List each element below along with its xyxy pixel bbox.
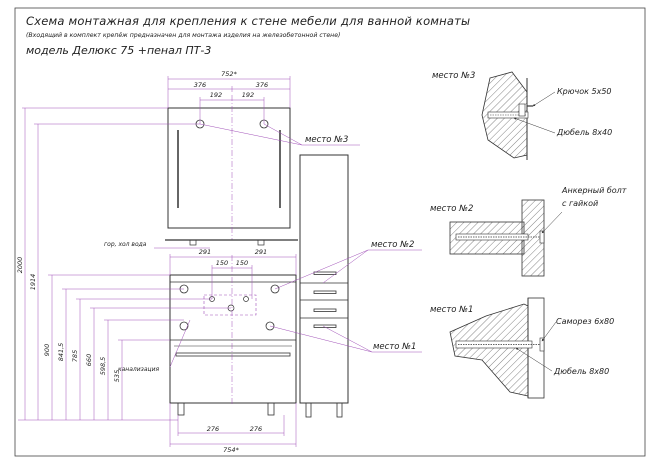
sewer-label: канализация [118, 366, 160, 373]
dim-785: 785 [71, 349, 79, 363]
detail-place1-dowel: Дюбель 8х80 [554, 367, 610, 376]
dim-276-left: 276 [206, 425, 220, 433]
dim-150-left: 150 [215, 259, 229, 267]
detail-place3-dowel: Дюбель 8х40 [557, 128, 613, 137]
detail-place1 [430, 298, 614, 398]
detail-place3-hook: Крючок 5х50 [557, 87, 612, 96]
place3-label: место №3 [305, 135, 349, 145]
mirror [168, 95, 290, 240]
place1-label: место №1 [373, 342, 417, 352]
dim-1914: 1914 [29, 273, 37, 291]
dim-900: 900 [43, 343, 51, 357]
dim-276-right: 276 [249, 425, 263, 433]
detail-place2-title: место №2 [430, 204, 474, 214]
drawing-title: Схема монтажная для крепления к стене мебели для ванной комнаты [26, 14, 471, 28]
dim-150-right: 150 [235, 259, 249, 267]
dim-752: 752* [221, 70, 237, 78]
dim-598-5: 598,5 [99, 356, 107, 376]
dim-291-left: 291 [198, 248, 212, 256]
dim-376-right: 376 [255, 81, 269, 89]
dim-192-right: 192 [241, 91, 255, 99]
tall-cabinet [300, 155, 348, 417]
dim-376-left: 376 [193, 81, 207, 89]
dim-660: 660 [85, 353, 93, 367]
detail-place3 [432, 71, 612, 160]
detail-place1-screw: Саморез 6х80 [556, 317, 615, 326]
dim-535: 535 [113, 369, 121, 383]
dim-192-left: 192 [209, 91, 223, 99]
detail-place2-bolt-1: Анкерный болт [562, 186, 627, 195]
dim-754: 754* [223, 446, 239, 454]
dim-841-5: 841,5 [57, 342, 65, 362]
glass-shelf [165, 240, 298, 245]
water-label: гор, хол вода [104, 241, 147, 248]
detail-place2-bolt-2: с гайкой [562, 199, 599, 208]
dim-text-vertical [16, 257, 121, 382]
drawing-note: (Входящий в комплект крепёж предназначен для монтажа изделия на железобетонной стене) [26, 32, 341, 39]
dim-2000: 2000 [16, 256, 24, 274]
place2-label: место №2 [371, 240, 415, 250]
detail-place3-title: место №3 [432, 71, 476, 81]
vanity-unit [170, 255, 296, 415]
detail-place2 [430, 186, 627, 276]
dim-291-right: 291 [254, 248, 268, 256]
detail-place1-title: место №1 [430, 305, 474, 315]
model-name: модель Делюкс 75 +пенал ПТ-3 [26, 44, 212, 57]
